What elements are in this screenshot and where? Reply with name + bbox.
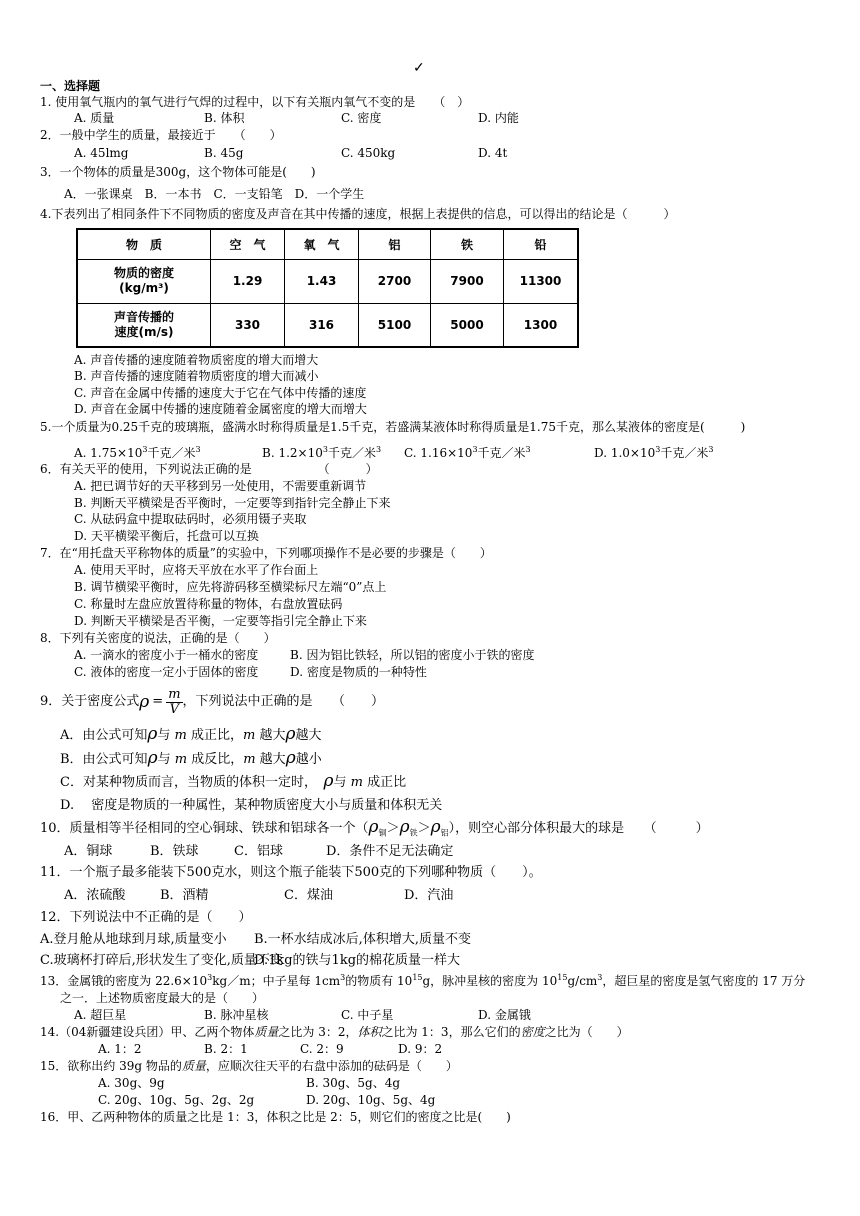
table-cell: 5100 bbox=[359, 303, 431, 347]
q11-stem: 11．一个瓶子最多能装下500克水，则这个瓶子能装下500克的下列哪种物质（ ）。 bbox=[40, 865, 542, 880]
q2-option-a[interactable]: A. 45lmg bbox=[74, 146, 129, 160]
q14-option-b[interactable]: B. 2：1 bbox=[204, 1042, 248, 1056]
q10-option-c[interactable]: C．铝球 bbox=[234, 844, 283, 859]
q3-options[interactable]: A．一张课桌 B．一本书 C．一支铅笔 D．一个学生 bbox=[64, 187, 365, 201]
table-cell: 1.29 bbox=[211, 259, 285, 303]
q7-option-c[interactable]: C. 称量时左盘应放置待称量的物体，右盘放置砝码 bbox=[74, 597, 343, 611]
q2-option-c[interactable]: C. 450kg bbox=[341, 146, 396, 160]
q6-option-a[interactable]: A. 把已调节好的天平移到另一处使用，不需要重新调节 bbox=[74, 479, 367, 493]
q13-option-a[interactable]: A. 超巨星 bbox=[74, 1008, 127, 1022]
q9-option-a[interactable]: A．由公式可知ρ与 m 成正比，m 越大ρ越大 bbox=[60, 724, 322, 744]
q5-option-c[interactable]: C. $1.16\times 10^3$千克／米$^3$ bbox=[404, 445, 531, 460]
q15-option-b[interactable]: B. 30g、5g、4g bbox=[306, 1076, 401, 1090]
table-row bbox=[77, 303, 578, 347]
q15-option-d[interactable]: D. 20g、10g、5g、4g bbox=[306, 1093, 436, 1107]
data-table bbox=[76, 228, 579, 348]
q13-option-d[interactable]: D. 金属锇 bbox=[478, 1008, 531, 1022]
q1-stem: 1. 使用氧气瓶内的氧气进行气焊的过程中，以下有关瓶内氧气不变的是 （ ） bbox=[40, 95, 470, 109]
q11-option-a[interactable]: A．浓硫酸 bbox=[64, 888, 126, 903]
q7-stem: 7．在“用托盘天平称物体的质量”的实验中，下列哪项操作不是必要的步骤是（ ） bbox=[40, 546, 492, 560]
q8-option-b[interactable]: B. 因为铝比铁轻，所以铝的密度小于铁的密度 bbox=[290, 648, 535, 662]
q12-option-b[interactable]: B.一杯水结成冰后,体积增大,质量不变 bbox=[254, 932, 471, 947]
q6-stem: 6．有关天平的使用，下列说法正确的是 （ ） bbox=[40, 462, 378, 476]
table-row bbox=[77, 259, 578, 303]
q16-stem: 16．甲、乙两种物体的质量之比是 1：3，体积之比是 2：5，则它们的密度之比是( ) bbox=[40, 1110, 511, 1124]
q13-option-b[interactable]: B. 脉冲星核 bbox=[204, 1008, 269, 1022]
q13-stem-cont: 之一．上述物质密度最大的是（ ） bbox=[60, 991, 265, 1005]
q12-option-d[interactable]: D.1kg的铁与1kg的棉花质量一样大 bbox=[254, 953, 461, 968]
table-header: 物 质 bbox=[77, 229, 211, 259]
q9-stem: 9．关于密度公式 ρ = $\frac{m}{V}$ ，下列说法中正确的是 （ ） bbox=[40, 686, 385, 717]
q9-option-c[interactable]: C．对某种物质而言，当物质的体积一定时， ρ与 m 成正比 bbox=[60, 771, 407, 791]
q14-option-d[interactable]: D. 9：2 bbox=[398, 1042, 443, 1056]
q14-option-a[interactable]: A. 1：2 bbox=[98, 1042, 142, 1056]
q6-option-d[interactable]: D. 天平横梁平衡后，托盘可以互换 bbox=[74, 529, 259, 543]
q12-stem: 12．下列说法中不正确的是（ ） bbox=[40, 910, 252, 925]
q8-option-a[interactable]: A. 一滴水的密度小于一桶水的密度 bbox=[74, 648, 259, 662]
table-cell: 316 bbox=[285, 303, 359, 347]
table-cell: 1.43 bbox=[285, 259, 359, 303]
q7-option-b[interactable]: B. 调节横梁平衡时，应先将游码移至横梁标尺左端“0”点上 bbox=[74, 580, 387, 594]
checkmark-icon: ✓ bbox=[413, 60, 425, 76]
table-cell: 11300 bbox=[504, 259, 579, 303]
q2-option-b[interactable]: B. 45g bbox=[204, 146, 244, 160]
q5-stem: 5.一个质量为0.25千克的玻璃瓶，盛满水时称得质量是1.5千克，若盛满某液体时称得质量是1.75千克，那么某液体的密度是( ) bbox=[40, 420, 746, 434]
q2-option-d[interactable]: D. 4t bbox=[478, 146, 508, 160]
table-cell: 5000 bbox=[431, 303, 504, 347]
q8-option-d[interactable]: D. 密度是物质的一种特性 bbox=[290, 665, 427, 679]
q12-option-c[interactable]: C.玻璃杯打碎后,形状发生了变化,质量不变 bbox=[40, 953, 283, 968]
q14-stem: 14.（04新疆建设兵团）甲、乙两个物体质量之比为 3：2，体积之比为 1：3，那么它们的密度之比为（ ） bbox=[40, 1025, 629, 1039]
q10-option-b[interactable]: B．铁球 bbox=[150, 844, 199, 859]
q5-option-a[interactable]: A. $1.75\times 10^3$千克／米$^3$ bbox=[74, 445, 201, 460]
table-cell: 330 bbox=[211, 303, 285, 347]
q10-option-a[interactable]: A．铜球 bbox=[64, 844, 113, 859]
q10-stem: 10．质量相等半径相同的空心铜球、铁球和铝球各一个$(\rho_铜>\rho_铁>\rho_铝)$，则空心部分体积最大的球是 （ ） bbox=[40, 817, 709, 838]
table-cell: 2700 bbox=[359, 259, 431, 303]
q15-option-c[interactable]: C. 20g、10g、5g、2g、2g bbox=[98, 1093, 255, 1107]
q13-option-c[interactable]: C. 中子星 bbox=[341, 1008, 394, 1022]
table-cell: 1300 bbox=[504, 303, 579, 347]
table-header: 铝 bbox=[359, 229, 431, 259]
table-header: 氧 气 bbox=[285, 229, 359, 259]
q1-option-a[interactable]: A. 质量 bbox=[74, 111, 115, 125]
q4-stem: 4.下表列出了相同条件下不同物质的密度及声音在其中传播的速度，根据上表提供的信息，可以得出的结论是（ ） bbox=[40, 207, 676, 221]
table-cell: 7900 bbox=[431, 259, 504, 303]
row-label: 物质的密度 (kg/m³) bbox=[77, 259, 211, 303]
table-header: 空 气 bbox=[211, 229, 285, 259]
q7-option-a[interactable]: A. 使用天平时，应将天平放在水平了作台面上 bbox=[74, 563, 319, 577]
q9-option-d[interactable]: D. 密度是物质的一种属性，某种物质密度大小与质量和体积无关 bbox=[60, 798, 443, 813]
q4-option-b[interactable]: B. 声音传播的速度随着物质密度的增大而减小 bbox=[74, 369, 319, 383]
q4-option-a[interactable]: A. 声音传播的速度随着物质密度的增大而增大 bbox=[74, 353, 319, 367]
q11-option-c[interactable]: C．煤油 bbox=[284, 888, 333, 903]
q9-option-b[interactable]: B．由公式可知ρ与 m 成反比，m 越大ρ越小 bbox=[60, 748, 322, 768]
q13-stem: 13．金属锇的密度为 $22.6\times 10^3kg/m$；中子星每 $1cm^3$的物质有 $10^{15}g$，脉冲星核的密度为 $10^{15}g/cm^3$，超巨星的密度是氢气密度的 17 万分 bbox=[40, 973, 806, 988]
q6-option-c[interactable]: C. 从砝码盒中提取砝码时，必须用镊子夹取 bbox=[74, 512, 307, 526]
q7-option-d[interactable]: D. 判断天平横梁是否平衡，一定要等指引完全静止下来 bbox=[74, 614, 367, 628]
q10-option-d[interactable]: D．条件不足无法确定 bbox=[326, 844, 454, 859]
rho-symbol: ρ bbox=[139, 692, 150, 712]
table-header: 铁 bbox=[431, 229, 504, 259]
q4-option-d[interactable]: D. 声音在金属中传播的速度随着金属密度的增大而增大 bbox=[74, 402, 367, 416]
q3-stem: 3．一个物体的质量是300g，这个物体可能是( ) bbox=[40, 165, 316, 179]
q5-option-d[interactable]: D. $1.0\times 10^3$千克／米$^3$ bbox=[594, 445, 714, 460]
q8-stem: 8．下列有关密度的说法，正确的是（ ） bbox=[40, 631, 276, 645]
q5-option-b[interactable]: B. $1.2\times 10^3$千克／米$^3$ bbox=[262, 445, 382, 460]
q12-option-a[interactable]: A.登月舱从地球到月球,质量变小 bbox=[40, 932, 227, 947]
q1-option-c[interactable]: C. 密度 bbox=[341, 111, 382, 125]
q2-stem: 2．一般中学生的质量，最接近于 （ ） bbox=[40, 128, 282, 142]
q14-option-c[interactable]: C. 2：9 bbox=[300, 1042, 344, 1056]
q11-option-d[interactable]: D．汽油 bbox=[404, 888, 454, 903]
q15-stem: 15．欲称出约 39g 物品的质量，应顺次往天平的右盘中添加的砝码是（ ） bbox=[40, 1059, 458, 1073]
table-header: 铅 bbox=[504, 229, 579, 259]
q1-option-d[interactable]: D. 内能 bbox=[478, 111, 519, 125]
density-formula: $\frac{m}{V}$ bbox=[168, 686, 181, 717]
q11-option-b[interactable]: B．酒精 bbox=[160, 888, 209, 903]
q4-option-c[interactable]: C. 声音在金属中传播的速度大于它在气体中传播的速度 bbox=[74, 386, 367, 400]
q8-option-c[interactable]: C. 液体的密度一定小于固体的密度 bbox=[74, 665, 259, 679]
section-title: 一、选择题 bbox=[40, 79, 101, 93]
q1-option-b[interactable]: B. 体积 bbox=[204, 111, 245, 125]
q15-option-a[interactable]: A. 30g、9g bbox=[98, 1076, 165, 1090]
q6-option-b[interactable]: B. 判断天平横梁是否平衡时，一定要等到指针完全静止下来 bbox=[74, 496, 391, 510]
row-label: 声音传播的 速度(m/s) bbox=[77, 303, 211, 347]
